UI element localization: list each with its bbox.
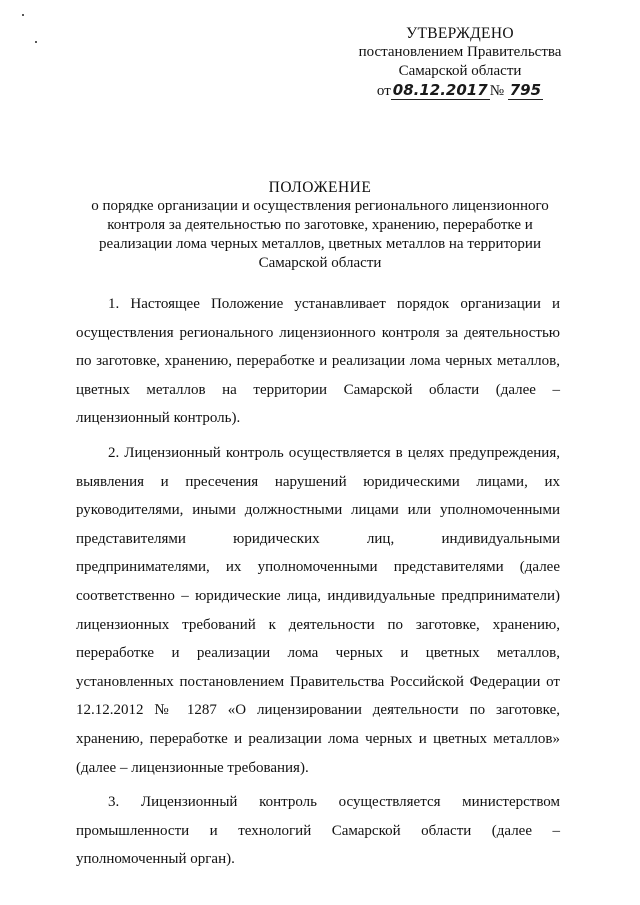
document-subtitle: о порядке организации и осуществления регионального лицензионного контроля за деятельностью по заготовке, хранению, переработке и реализации лома черных металлов, цветных металлов на территории Самарской области [91,198,549,271]
title-block [70,178,570,273]
handwritten-number: 795 [509,81,542,99]
body-paragraph: 3. Лицензионный контроль осуществляется министерством промышленности и технологий Самарской области (далее – уполномоченный орган). [76,794,560,868]
body-paragraph: 1. Настоящее Положение устанавливает порядок организации и осуществления регионального лицензионного контроля за деятельностью по заготовке, хранению, переработке и реализации лома черных металлов, цветных металлов на территории Самарской области (далее – лицензионный контроль). [76,296,560,427]
handwritten-date: 08.12.2017 [392,81,488,99]
approval-line: Самарской области [398,63,522,79]
approval-date-line [340,81,580,101]
approval-line: постановлением Правительства [358,44,562,60]
number-prefix: № [489,83,504,99]
scan-speck [35,41,37,43]
document-body [76,290,560,880]
approval-block [340,24,580,101]
body-paragraph: 2. Лицензионный контроль осуществляется в целях предупреждения, выявления и пресечения нарушений юридическими лицами, их руководителями, иными должностными лицами или уполномоченными представителями юридических лиц, индивидуальными предпринимателями, их уполномоченными представителями (далее соответственно – юридические лица, индивидуальные предприниматели) лицензионных требований к деятельности по заготовке, хранению, переработке и реализации лома черных и цветных металлов, установленных постановлением Правительства Российской Федерации от 12.12.2012 № 1287 «О лицензировании деятельности по заготовке, хранению, переработке и реализации лома черных и цветных металлов» (далее – лицензионные требования). [76,444,560,776]
document-title: ПОЛОЖЕНИЕ [268,179,372,196]
scan-speck [22,14,24,16]
approval-stamp: УТВЕРЖДЕНО [406,25,514,42]
date-prefix: от [376,83,391,99]
